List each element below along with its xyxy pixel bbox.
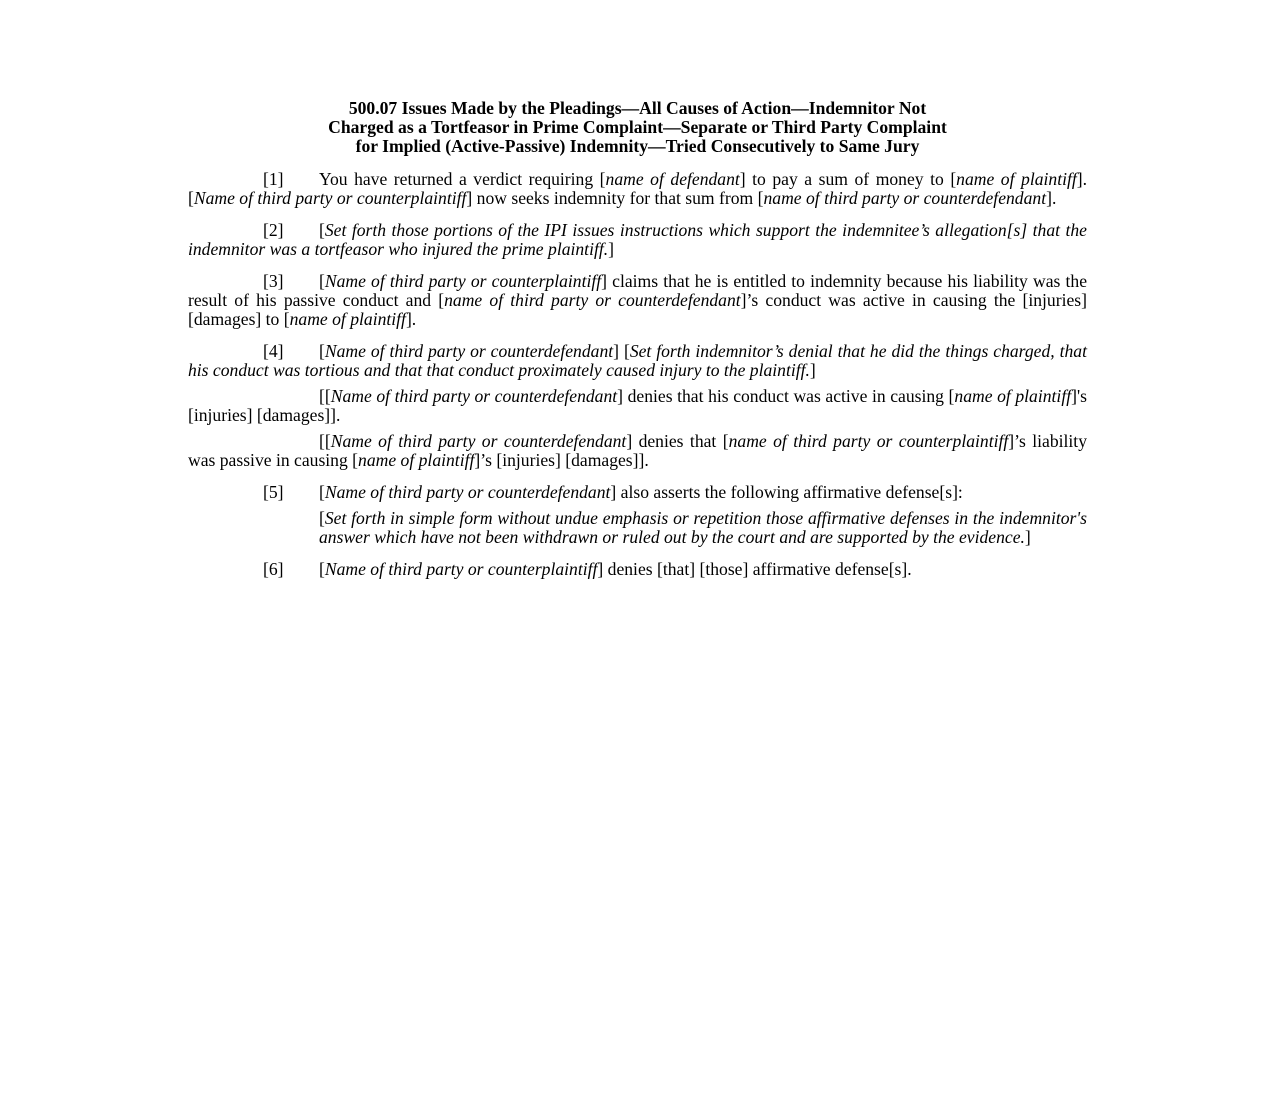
text-run: [[ [319,386,331,406]
page-title [188,99,1087,156]
placeholder-text: Name of third party or counterdefendant [324,341,614,361]
placeholder-text: name of third party or counterplaintiff [728,431,1009,451]
text-run: ]’s liability was passive in causing [ [188,431,1087,470]
paragraph-1 [188,170,1087,208]
placeholder-text: Name of third party or counterdefendant [330,386,618,406]
placeholder-text: name of plaintiff [289,309,406,329]
text-run: ] [ [613,341,630,361]
paragraph-number: [4] [263,341,284,361]
bracket: [ [319,220,325,240]
placeholder-text: Name of third party or counterplaintiff [324,559,598,579]
placeholder-text: name of third party or counterdefendant [763,188,1047,208]
paragraph-4 [188,342,1087,380]
text-run: ]'s [injuries] [damages]]. [188,386,1087,425]
bracket: ] [608,239,614,259]
text-run: ]. [405,309,417,329]
bracket: ] [1024,527,1031,547]
paragraph-5-instruction [319,509,1087,547]
text-run: ] denies that [ [626,431,729,451]
paragraph-number: [1] [263,169,284,189]
bracket: [ [319,508,325,528]
paragraph-4-option-b [188,432,1087,470]
paragraph-6 [188,560,1087,579]
text-run: ] also asserts the following affirmative defense[s]: [610,482,963,502]
paragraph-number: [3] [263,271,284,291]
title-line-3: for Implied (Active-Passive) Indemnity—Tried Consecutively to Same Jury [355,136,920,156]
placeholder-text: Name of third party or counterplaintiff [324,271,602,291]
text-run: ] denies that his conduct was active in causing [ [617,386,955,406]
title-line-1: 500.07 Issues Made by the Pleadings—All Causes of Action—Indemnitor Not [348,98,927,118]
instruction-text: Set forth in simple form without undue emphasis or repetition those affirmative defenses in the indemnitor's answer which have not been withdrawn or ruled out by the court and are supported by the evidence. [319,508,1087,547]
placeholder-text: name of defendant [605,169,740,189]
paragraph-3 [188,272,1087,329]
instruction-text: Set forth those portions of the IPI issues instructions which support the indemnitee’s allegation[s] that the indemnitor was a tortfeasor who injured the prime plaintiff. [188,220,1087,259]
paragraph-number: [5] [263,482,284,502]
text-run: [ [319,482,325,502]
text-run: [[ [319,431,331,451]
paragraph-number: [6] [263,559,284,579]
placeholder-text: Name of third party or counterdefendant [324,482,611,502]
text-run: ]’s [injuries] [damages]]. [474,450,649,470]
placeholder-text: name of third party or counterdefendant [444,290,741,310]
text-run: [ [319,341,325,361]
text-run: ]’s conduct was active in causing the [injuries] [damages] to [ [188,290,1087,329]
paragraph-2 [188,221,1087,259]
paragraph-4-option-a [188,387,1087,425]
text-run: You have returned a verdict requiring [ [319,169,606,189]
instruction-text: Set forth indemnitor’s denial that he did the things charged, that his conduct was tortious and that that conduct proximately caused injury to the plaintiff. [188,341,1087,380]
text-run: ] to pay a sum of money to [ [739,169,957,189]
paragraph-number: [2] [263,220,284,240]
placeholder-text: name of plaintiff [358,450,475,470]
text-run: [ [319,559,325,579]
placeholder-text: name of plaintiff [956,169,1077,189]
placeholder-text: Name of third party or counterplaintiff [193,188,467,208]
title-line-2: Charged as a Tortfeasor in Prime Complaint—Separate or Third Party Complaint [328,117,947,137]
text-run: ]. [1046,188,1057,208]
placeholder-text: name of plaintiff [954,386,1072,406]
text-run: ] now seeks indemnity for that sum from [ [466,188,764,208]
placeholder-text: Name of third party or counterdefendant [330,431,627,451]
text-run: ] claims that he is entitled to indemnity because his liability was the result of his passive conduct and [ [188,271,1087,310]
text-run: [ [319,271,325,291]
text-run: ] denies [that] [those] affirmative defense[s]. [597,559,912,579]
text-run: ] [809,360,816,380]
text-run: ]. [ [188,169,1088,208]
paragraph-5 [188,483,1087,502]
document-page [188,99,1087,592]
